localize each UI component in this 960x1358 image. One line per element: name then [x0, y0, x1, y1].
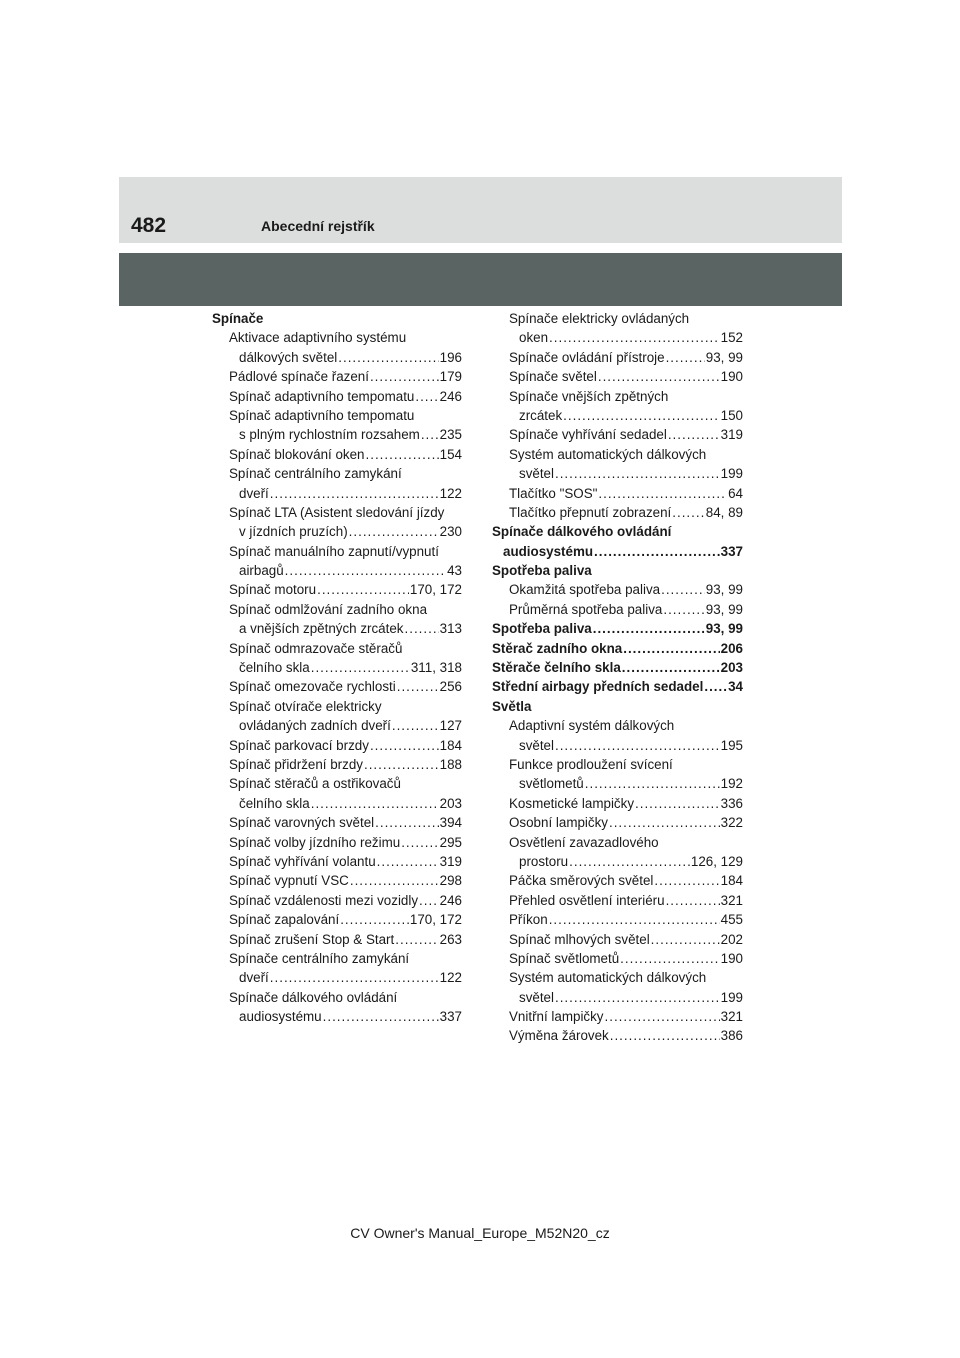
page-number: 482: [131, 214, 167, 237]
entry-text: Tlačítko přepnutí zobrazení: [509, 504, 672, 520]
index-entry: [492, 910, 743, 929]
entry-text: Kosmetické lampičky: [509, 795, 635, 811]
entry-page: 322: [720, 815, 743, 831]
entry-text: Stěrač zadního okna: [492, 640, 623, 656]
index-entry: [212, 988, 462, 1007]
dot-leader: [672, 503, 705, 522]
entry-text: Spínač vyhřívání volantu: [229, 853, 376, 869]
index-entry: [212, 716, 462, 735]
index-entry: [492, 930, 743, 949]
entry-text: Spínač zrušení Stop & Start: [229, 931, 395, 947]
entry-page: 126, 129: [690, 853, 743, 869]
entry-text: Spínače světel: [509, 369, 597, 385]
entry-page: 154: [439, 446, 462, 462]
entry-text: Spínač omezovače rychlosti: [229, 679, 396, 695]
index-entry: [492, 639, 743, 658]
dot-leader: [370, 367, 439, 386]
index-entry: [212, 484, 462, 503]
dot-leader: [377, 852, 439, 871]
entry-text: Spínač varovných světel: [229, 815, 375, 831]
dot-leader: [370, 736, 439, 755]
index-entry: [212, 600, 462, 619]
dot-leader: [555, 736, 720, 755]
entry-page: 313: [439, 621, 462, 637]
index-entry: [492, 445, 743, 464]
footer-text: CV Owner's Manual_Europe_M52N20_cz: [350, 1225, 610, 1241]
dot-leader: [421, 425, 439, 444]
dot-leader: [419, 891, 439, 910]
index-entry: [492, 716, 743, 735]
entry-text: světel: [519, 989, 554, 1005]
entry-text: Přehled osvětlení interiéru: [509, 892, 665, 908]
dot-leader: [317, 580, 409, 599]
entry-text: Spínač adaptivního tempomatu: [229, 388, 415, 404]
entry-text: Spínače dálkového ovládání: [492, 524, 672, 540]
entry-text: světel: [519, 466, 554, 482]
index-entry: [492, 658, 743, 677]
entry-page: 196: [439, 349, 462, 365]
dot-leader: [623, 639, 719, 658]
entry-text: Spínač LTA (Asistent sledování jízdy: [229, 504, 445, 520]
entry-text: s plným rychlostním rozsahem: [239, 427, 420, 443]
entry-page: 394: [439, 815, 462, 831]
entry-text: Spínače dálkového ovládání: [229, 989, 398, 1005]
entry-page: 298: [439, 873, 462, 889]
entry-page: 93, 99: [705, 601, 743, 617]
index-entry: [212, 871, 462, 890]
entry-text: Střední airbagy předních sedadel: [492, 679, 704, 695]
entry-text: Spínač přidržení brzdy: [229, 756, 363, 772]
entry-text: Spínač vzdálenosti mezi vozidly: [229, 892, 419, 908]
entry-page: 93, 99: [705, 349, 743, 365]
dot-leader: [663, 600, 704, 619]
entry-page: 127: [439, 718, 462, 734]
entry-text: Průměrná spotřeba paliva: [509, 601, 663, 617]
dot-leader: [311, 658, 410, 677]
index-entry: [492, 949, 743, 968]
index-entry: [212, 1007, 462, 1026]
entry-text: zrcátek: [519, 407, 563, 423]
index-entry: [212, 464, 462, 483]
index-entry: [492, 988, 743, 1007]
dot-leader: [704, 677, 727, 696]
entry-page: 263: [439, 931, 462, 947]
entry-page: 170, 172: [409, 912, 462, 928]
entry-page: 230: [439, 524, 462, 540]
index-entry: [492, 755, 743, 774]
index-entry: [212, 619, 462, 638]
entry-text: Vnitřní lampičky: [509, 1009, 604, 1025]
dot-leader: [415, 387, 438, 406]
entry-text: dveří: [239, 485, 269, 501]
entry-text: Osvětlení zavazadlového: [509, 834, 659, 850]
dot-leader: [605, 1007, 720, 1026]
dot-leader: [609, 813, 720, 832]
entry-text: Spínače vyhřívání sedadel: [509, 427, 667, 443]
index-entry: [212, 542, 462, 561]
dot-leader: [285, 561, 446, 580]
entry-page: 184: [720, 873, 743, 889]
index-entry: [492, 813, 743, 832]
dot-leader: [549, 910, 720, 929]
entry-page: 455: [720, 912, 743, 928]
entry-page: 93, 99: [705, 621, 743, 637]
entry-page: 386: [720, 1028, 743, 1044]
index-entry: [492, 309, 743, 328]
entry-text: Spínač zapalování: [229, 912, 340, 928]
entry-text: audiosystému: [503, 543, 594, 559]
dot-leader: [610, 1026, 720, 1045]
entry-page: 170, 172: [409, 582, 462, 598]
entry-text: Spínač stěračů a ostřikovačů: [229, 776, 401, 792]
index-entry: [492, 367, 743, 386]
entry-text: Spínač volby jízdního režimu: [229, 834, 401, 850]
dot-leader: [668, 425, 720, 444]
entry-page: 311, 318: [410, 660, 462, 676]
entry-page: 246: [439, 388, 462, 404]
dot-leader: [622, 658, 720, 677]
entry-text: audiosystému: [239, 1009, 322, 1025]
entry-text: Spínač světlometů: [509, 950, 620, 966]
index-entry: [492, 542, 743, 561]
index-column-left: [212, 309, 462, 1026]
entry-page: 192: [720, 776, 743, 792]
dot-leader: [401, 833, 438, 852]
entry-text: Spínač manuálního zapnutí/vypnutí: [229, 543, 439, 559]
index-entry: [212, 949, 462, 968]
index-entry: [212, 891, 462, 910]
entry-page: 34: [728, 679, 743, 695]
entry-page: 199: [720, 466, 743, 482]
dot-leader: [397, 677, 439, 696]
index-entry: [212, 794, 462, 813]
dot-leader: [661, 580, 705, 599]
entry-page: 319: [720, 427, 743, 443]
entry-page: 336: [720, 795, 743, 811]
entry-page: 84, 89: [705, 504, 743, 520]
index-entry: [212, 813, 462, 832]
entry-text: dveří: [239, 970, 269, 986]
index-entry: [492, 522, 743, 541]
entry-text: Světla: [492, 698, 532, 714]
index-entry: [492, 561, 743, 580]
index-entry: [212, 697, 462, 716]
entry-page: 321: [720, 892, 743, 908]
index-entry: [492, 387, 743, 406]
entry-text: Spínače vnějších zpětných: [509, 388, 669, 404]
index-entry: [212, 852, 462, 871]
index-entry: [492, 774, 743, 793]
entry-text: Okamžitá spotřeba paliva: [509, 582, 661, 598]
index-entry: [492, 852, 743, 871]
dot-leader: [555, 464, 720, 483]
index-entry: [212, 639, 462, 658]
dot-leader: [311, 794, 439, 813]
entry-text: Páčka směrových světel: [509, 873, 654, 889]
index-entry: [212, 406, 462, 425]
entry-text: ovládaných zadních dveří: [239, 718, 391, 734]
entry-text: Stěrače čelního skla: [492, 660, 621, 676]
entry-text: Spínač centrálního zamykání: [229, 466, 402, 482]
entry-page: 235: [439, 427, 462, 443]
entry-text: Spínač otvírače elektricky: [229, 698, 382, 714]
entry-page: 93, 99: [705, 582, 743, 598]
dot-leader: [270, 968, 439, 987]
entry-page: 179: [439, 369, 462, 385]
section-title: Abecední rejstřík: [261, 218, 375, 234]
entry-page: 43: [447, 563, 462, 579]
dot-leader: [323, 1007, 439, 1026]
entry-page: 190: [720, 369, 743, 385]
index-entry: [492, 1007, 743, 1026]
entry-page: 184: [439, 737, 462, 753]
index-entry: [212, 522, 462, 541]
entry-text: Osobní lampičky: [509, 815, 608, 831]
index-entry: [212, 968, 462, 987]
entry-text: Příkon: [509, 912, 548, 928]
entry-page: 295: [439, 834, 462, 850]
dot-leader: [555, 988, 720, 1007]
dot-leader: [635, 794, 720, 813]
dot-leader: [405, 619, 439, 638]
entry-page: 203: [439, 795, 462, 811]
index-entry: [492, 464, 743, 483]
entry-text: Aktivace adaptivního systému: [229, 330, 407, 346]
entry-page: 122: [439, 970, 462, 986]
index-entry: [492, 425, 743, 444]
index-entry: [492, 736, 743, 755]
index-entry: [212, 910, 462, 929]
index-entry: [212, 833, 462, 852]
entry-page: 190: [720, 950, 743, 966]
dot-leader: [666, 348, 705, 367]
index-entry: [492, 697, 743, 716]
entry-page: 188: [439, 756, 462, 772]
index-entry: [212, 658, 462, 677]
index-entry: [212, 387, 462, 406]
entry-page: 256: [439, 679, 462, 695]
entry-page: 203: [720, 660, 743, 676]
index-entry: [212, 309, 462, 328]
entry-page: 199: [720, 989, 743, 1005]
index-entry: [212, 328, 462, 347]
entry-page: 319: [439, 853, 462, 869]
index-entry: [212, 425, 462, 444]
entry-text: Funkce prodloužení svícení: [509, 756, 673, 772]
index-entry: [492, 794, 743, 813]
entry-page: 195: [720, 737, 743, 753]
index-entry: [492, 406, 743, 425]
dot-leader: [594, 542, 720, 561]
index-entry: [492, 484, 743, 503]
index-entry: [492, 833, 743, 852]
index-entry: [212, 503, 462, 522]
index-entry: [212, 677, 462, 696]
index-entry: [212, 755, 462, 774]
dot-leader: [349, 522, 439, 541]
entry-text: Spínače ovládání přístroje: [509, 349, 665, 365]
entry-text: Systém automatických dálkových: [509, 970, 707, 986]
dot-leader: [654, 871, 719, 890]
dot-leader: [563, 406, 719, 425]
index-entry: [492, 503, 743, 522]
entry-text: Systém automatických dálkových: [509, 446, 707, 462]
entry-text: Spotřeba paliva: [492, 563, 592, 579]
entry-text: Spínač motoru: [229, 582, 317, 598]
index-entry: [492, 677, 743, 696]
dot-leader: [549, 328, 720, 347]
entry-text: oken: [519, 330, 549, 346]
entry-text: světlometů: [519, 776, 584, 792]
entry-text: světel: [519, 737, 554, 753]
dot-leader: [620, 949, 719, 968]
index-entry: [492, 1026, 743, 1045]
index-entry: [212, 348, 462, 367]
entry-text: airbagů: [239, 563, 284, 579]
index-entry: [492, 348, 743, 367]
index-entry: [212, 930, 462, 949]
entry-text: Pádlové spínače řazení: [229, 369, 369, 385]
index-column-right: [492, 309, 743, 1046]
entry-text: a vnějších zpětných zrcátek: [239, 621, 404, 637]
entry-text: Spínač parkovací brzdy: [229, 737, 369, 753]
dot-leader: [340, 910, 409, 929]
entry-page: 152: [720, 330, 743, 346]
index-entry: [212, 445, 462, 464]
dot-leader: [338, 348, 438, 367]
entry-text: Spínač odmlžování zadního okna: [229, 601, 428, 617]
dot-leader: [364, 755, 439, 774]
dot-leader: [395, 930, 438, 949]
entry-page: 206: [720, 640, 743, 656]
header-bar: [119, 177, 842, 243]
entry-text: Spínače elektricky ovládaných: [509, 311, 690, 326]
dot-leader: [392, 716, 439, 735]
entry-text: dálkových světel: [239, 349, 338, 365]
index-entry: [212, 561, 462, 580]
dot-leader: [375, 813, 439, 832]
header-band: [119, 253, 842, 306]
entry-page: 321: [720, 1009, 743, 1025]
entry-text: Adaptivní systém dálkových: [509, 718, 675, 734]
entry-text: Spínač blokování oken: [229, 446, 365, 462]
dot-leader: [593, 619, 705, 638]
index-entry: [492, 328, 743, 347]
entry-text: Tlačítko "SOS": [509, 485, 598, 501]
entry-text: čelního skla: [239, 660, 310, 676]
dot-leader: [366, 445, 439, 464]
dot-leader: [350, 871, 439, 890]
index-entry: [212, 580, 462, 599]
entry-text: v jízdních pruzích): [239, 524, 348, 540]
entry-page: 64: [728, 485, 743, 501]
index-entry: [492, 871, 743, 890]
dot-leader: [569, 852, 690, 871]
entry-page: 337: [439, 1009, 462, 1025]
entry-text: Spínač mlhových světel: [509, 931, 650, 947]
dot-leader: [598, 367, 720, 386]
index-entry: [212, 774, 462, 793]
index-entry: [492, 600, 743, 619]
index-entry: [492, 968, 743, 987]
entry-text: Výměna žárovek: [509, 1028, 609, 1044]
entry-page: 337: [720, 543, 743, 559]
dot-leader: [666, 891, 720, 910]
entry-page: 122: [439, 485, 462, 501]
entry-page: 246: [439, 892, 462, 908]
dot-leader: [270, 484, 439, 503]
index-entry: [492, 580, 743, 599]
index-entry: [492, 619, 743, 638]
dot-leader: [598, 484, 727, 503]
entry-page: 150: [720, 407, 743, 423]
index-entry: [212, 367, 462, 386]
index-entry: [492, 891, 743, 910]
entry-page: 202: [720, 931, 743, 947]
index-entry: [212, 736, 462, 755]
entry-text: Spínače: [212, 311, 264, 326]
entry-text: Spínač odmrazovače stěračů: [229, 640, 403, 656]
entry-text: čelního skla: [239, 795, 310, 811]
dot-leader: [651, 930, 720, 949]
entry-text: Spínače centrálního zamykání: [229, 950, 410, 966]
dot-leader: [585, 774, 720, 793]
entry-text: Spínač vypnutí VSC: [229, 873, 349, 889]
entry-text: Spínač adaptivního tempomatu: [229, 407, 415, 423]
entry-text: prostoru: [519, 853, 569, 869]
entry-text: Spotřeba paliva: [492, 621, 592, 637]
